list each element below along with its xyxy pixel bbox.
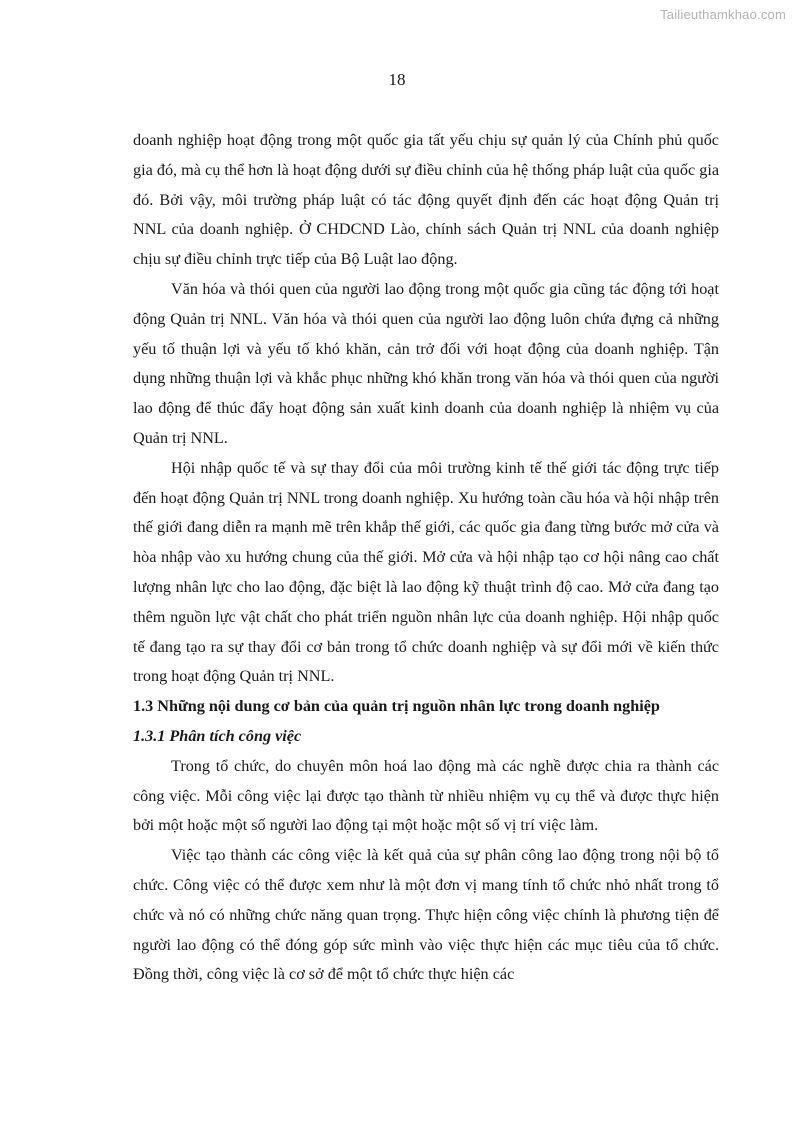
paragraph-job-analysis-2: Việc tạo thành các công việc là kết quả của sự phân công lao động trong nội bộ tổ chức. Công việc có thể được xem như là một đơn vị mang tính tổ chức nhỏ nhất trong tổ chức và nó có những chức năng quan trọng. Thực hiện công việc chính là phương tiện để người lao động có thể đóng góp sức mình vào việc thực hiện các mục tiêu của tổ chức. Đồng thời, công việc là cơ sở để một tổ chức thực hiện các	[133, 846, 719, 984]
paragraph-job-analysis-1: Trong tổ chức, do chuyên môn hoá lao động mà các nghề được chia ra thành các công việc. Mỗi công việc lại được tạo thành từ nhiều nhiệm vụ cụ thể và được thực hiện bởi một hoặc một số người lao động tại một hoặc một số vị trí việc làm.	[133, 756, 719, 835]
watermark: Tailieuthamkhao.com	[660, 7, 786, 22]
paragraph-continuation: doanh nghiệp hoạt động trong một quốc gia tất yếu chịu sự quản lý của Chính phủ quốc gia đó, mà cụ thể hơn là hoạt động dưới sự điều chỉnh của hệ thống pháp luật của quốc gia đó. Bởi vậy, môi trường pháp luật có tác động quyết định đến các hoạt động Quản trị NNL của doanh nghiệp. Ở CHDCND Lào, chính sách Quản trị NNL của doanh nghiệp chịu sự điều chỉnh trực tiếp của Bộ Luật lao động.	[133, 131, 719, 269]
page-number: 18	[388, 70, 406, 89]
paragraph-integration: Hội nhập quốc tế và sự thay đổi của môi trường kinh tế thế giới tác động trực tiếp đến hoạt động Quản trị NNL trong doanh nghiệp. Xu hướng toàn cầu hóa và hội nhập trên thế giới đang diễn ra mạnh mẽ trên khắp thế giới, các quốc gia đang từng bước mở cửa và hòa nhập vào xu hướng chung của thế giới. Mở cửa và hội nhập tạo cơ hội nâng cao chất lượng nhân lực cho lao động, đặc biệt là lao động kỹ thuật trình độ cao. Mở cửa đang tạo thêm nguồn lực vật chất cho phát triển nguồn nhân lực của doanh nghiệp. Hội nhập quốc tế đang tạo ra sự thay đổi cơ bản trong tổ chức doanh nghiệp và sự đổi mới về kiến thức trong hoạt động Quản trị NNL.	[133, 458, 719, 686]
document-body	[133, 126, 719, 990]
subsection-heading: 1.3.1 Phân tích công việc	[133, 726, 302, 745]
section-heading: 1.3 Những nội dung cơ bản của quản trị nguồn nhân lực trong doanh nghiệp	[133, 697, 660, 716]
paragraph-culture: Văn hóa và thói quen của người lao động trong một quốc gia cũng tác động tới hoạt động Quản trị NNL. Văn hóa và thói quen của người lao động luôn chứa đựng cả những yếu tố thuận lợi và yếu tố khó khăn, cản trở đối với hoạt động của doanh nghiệp. Tận dụng những thuận lợi và khắc phục những khó khăn trong văn hóa và thói quen của người lao động để thúc đẩy hoạt động sản xuất kinh doanh của doanh nghiệp là nhiệm vụ của Quản trị NNL.	[133, 279, 719, 447]
